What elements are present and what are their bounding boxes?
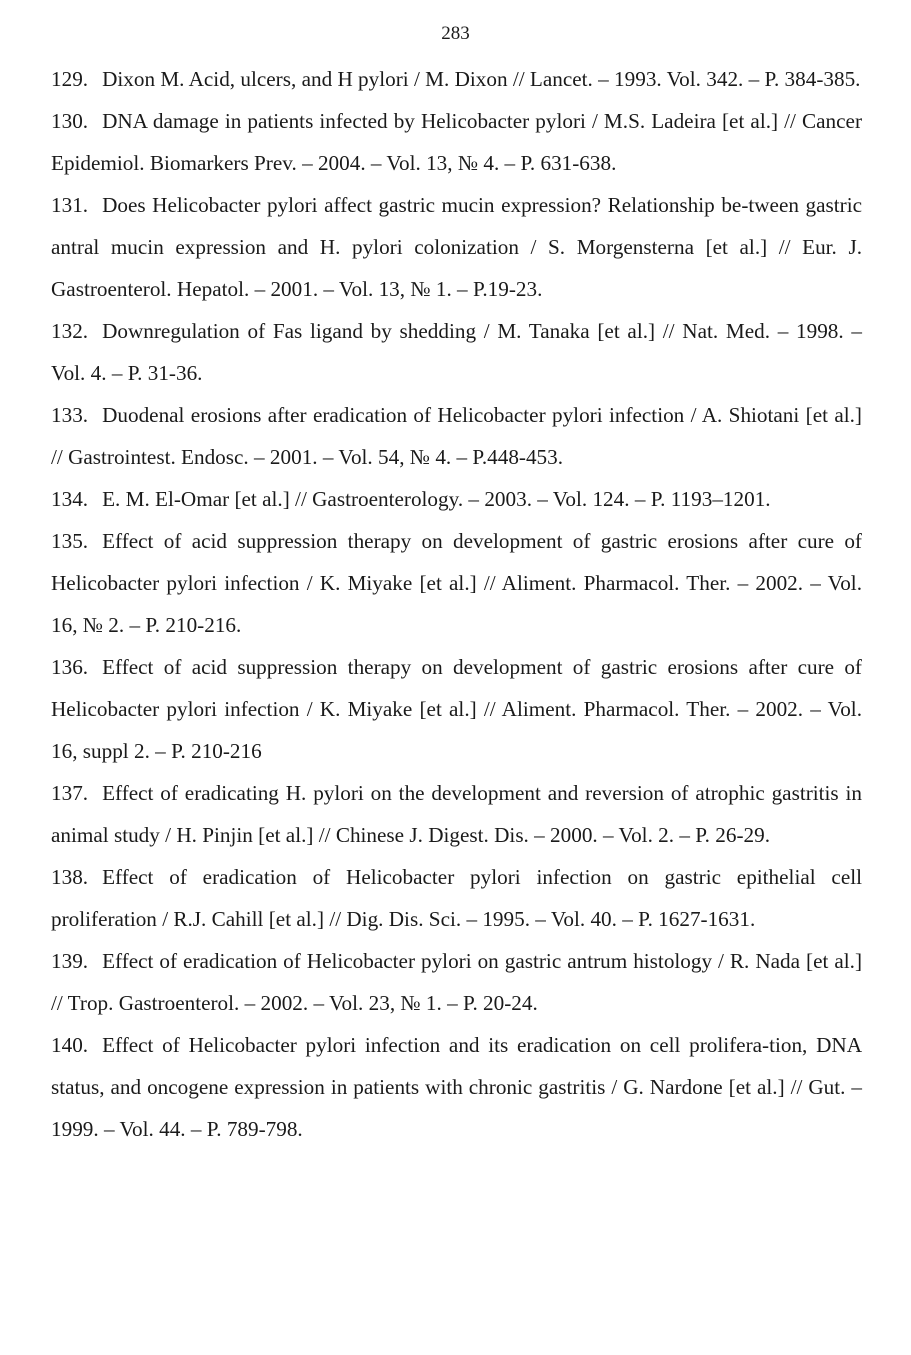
reference-list bbox=[51, 58, 862, 1150]
reference-item bbox=[51, 646, 862, 772]
reference-item bbox=[51, 394, 862, 478]
reference-item bbox=[51, 1024, 862, 1150]
reference-number: 132. bbox=[51, 319, 89, 343]
page-number: 283 bbox=[441, 23, 470, 44]
reference-item bbox=[51, 940, 862, 1024]
reference-text: Downregulation of Fas ligand by shedding / M. Tanaka [et al.] // Nat. Med. – 1998. – Vol. 4. – P. 31-36. bbox=[51, 319, 862, 385]
reference-item bbox=[51, 184, 862, 310]
reference-number: 135. bbox=[51, 529, 89, 553]
reference-number: 137. bbox=[51, 781, 89, 805]
reference-item bbox=[51, 58, 862, 100]
reference-text: Does Helicobacter pylori affect gastric mucin expression? Relationship be-tween gastric antral mucin expression and H. pylori colonization / S. Morgensterna [et al.] // Eur. J. Gastroenterol. Hepatol. – 2001. – Vol. 13, № 1. – P.19-23. bbox=[51, 193, 862, 301]
reference-item bbox=[51, 310, 862, 394]
reference-item bbox=[51, 100, 862, 184]
reference-item bbox=[51, 856, 862, 940]
reference-text: Duodenal erosions after eradication of Helicobacter pylori infection / A. Shiotani [et al.] // Gastrointest. Endosc. – 2001. – Vol. 54, № 4. – P.448-453. bbox=[51, 403, 862, 469]
reference-text: Dixon M. Acid, ulcers, and H pylori / M. Dixon // Lancet. – 1993. Vol. 342. – P. 384-385. bbox=[102, 67, 861, 91]
reference-text: Effect of eradication of Helicobacter pylori infection on gastric epithelial cell proliferation / R.J. Cahill [et al.] // Dig. Dis. Sci. – 1995. – Vol. 40. – P. 1627-1631. bbox=[51, 865, 862, 931]
reference-text: Effect of eradicating H. pylori on the development and reversion of atrophic gastritis in animal study / H. Pinjin [et al.] // Chinese J. Digest. Dis. – 2000. – Vol. 2. – P. 26-29. bbox=[51, 781, 862, 847]
reference-item bbox=[51, 772, 862, 856]
reference-text: DNA damage in patients infected by Helicobacter pylori / M.S. Ladeira [et al.] // Cancer Epidemiol. Biomarkers Prev. – 2004. – Vol. 13, № 4. – P. 631-638. bbox=[51, 109, 862, 175]
reference-number: 133. bbox=[51, 403, 89, 427]
reference-number: 131. bbox=[51, 193, 89, 217]
reference-item bbox=[51, 478, 862, 520]
reference-number: 139. bbox=[51, 949, 89, 973]
reference-text: Effect of eradication of Helicobacter pylori on gastric antrum histology / R. Nada [et al.] // Trop. Gastroenterol. – 2002. – Vol. 23, № 1. – P. 20-24. bbox=[51, 949, 862, 1015]
reference-text: Effect of acid suppression therapy on development of gastric erosions after cure of Helicobacter pylori infection / K. Miyake [et al.] // Aliment. Pharmacol. Ther. – 2002. – Vol. 16, № 2. – P. 210-216. bbox=[51, 529, 862, 637]
reference-text: Effect of Helicobacter pylori infection and its eradication on cell prolifera-tion, DNA status, and oncogene expression in patients with chronic gastritis / G. Nardone [et al.] // Gut. – 1999. – Vol. 44. – P. 789-798. bbox=[51, 1033, 862, 1141]
reference-number: 134. bbox=[51, 487, 89, 511]
reference-number: 130. bbox=[51, 109, 89, 133]
reference-number: 129. bbox=[51, 67, 89, 91]
reference-text: E. M. El-Omar [et al.] // Gastroenterology. – 2003. – Vol. 124. – P. 1193–1201. bbox=[102, 487, 771, 511]
reference-number: 138. bbox=[51, 865, 89, 889]
reference-text: Effect of acid suppression therapy on development of gastric erosions after cure of Helicobacter pylori infection / K. Miyake [et al.] // Aliment. Pharmacol. Ther. – 2002. – Vol. 16, suppl 2. – P. 210-216 bbox=[51, 655, 862, 763]
reference-number: 140. bbox=[51, 1033, 89, 1057]
reference-item bbox=[51, 520, 862, 646]
reference-number: 136. bbox=[51, 655, 89, 679]
